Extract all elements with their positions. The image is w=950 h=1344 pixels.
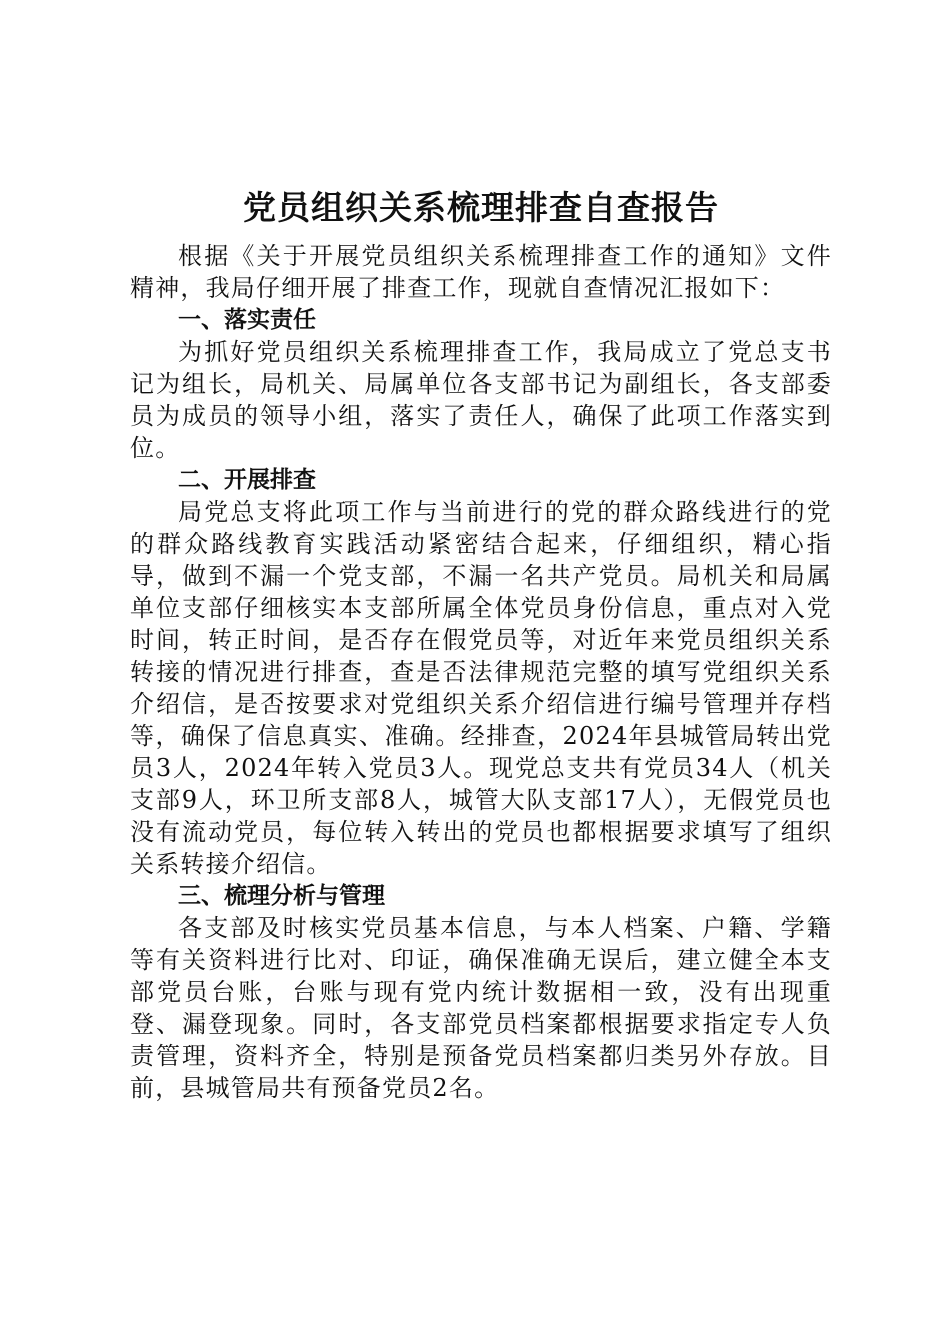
intro-paragraph: 根据《关于开展党员组织关系梳理排查工作的通知》文件精神，我局仔细开展了排查工作，现就自查情况汇报如下： <box>130 242 832 302</box>
section-heading-analysis-management: 三、梳理分析与管理 <box>178 883 385 909</box>
section-body-responsibility: 为抓好党员组织关系梳理排查工作，我局成立了党总支书记为组长，局机关、局属单位各支部书记为副组长，各支部委员为成员的领导小组，落实了责任人，确保了此项工作落实到位。 <box>130 338 832 462</box>
section-body-analysis-management: 各支部及时核实党员基本信息，与本人档案、户籍、学籍等有关资料进行比对、印证，确保准确无误后，建立健全本支部党员台账，台账与现有党内统计数据相一致，没有出现重登、漏登现象。同时，各支部党员档案都根据要求指定专人负责管理，资料齐全，特别是预备党员档案都归类另外存放。目前，县城管局共有预备党员2名。 <box>130 914 832 1102</box>
document-title: 党员组织关系梳理排查自查报告 <box>243 188 719 227</box>
section-body-investigation: 局党总支将此项工作与当前进行的党的群众路线进行的党的群众路线教育实践活动紧密结合起来，仔细组织，精心指导，做到不漏一个党支部，不漏一名共产党员。局机关和局属单位支部仔细核实本支部所属全体党员身份信息，重点对入党时间，转正时间，是否存在假党员等，对近年来党员组织关系转接的情况进行排查，查是否法律规范完整的填写党组织关系介绍信，是否按要求对党组织关系介绍信进行编号管理并存档等，确保了信息真实、准确。经排查，2024年县城管局转出党员3人，2024年转入党员3人。现党总支共有党员34人（机关支部9人，环卫所支部8人，城管大队支部17人），无假党员也没有流动党员，每位转入转出的党员也都根据要求填写了组织关系转接介绍信。 <box>130 498 832 878</box>
section-heading-investigation: 二、开展排查 <box>178 467 316 493</box>
section-heading-responsibility: 一、落实责任 <box>178 307 316 333</box>
document-page <box>130 180 832 1104</box>
